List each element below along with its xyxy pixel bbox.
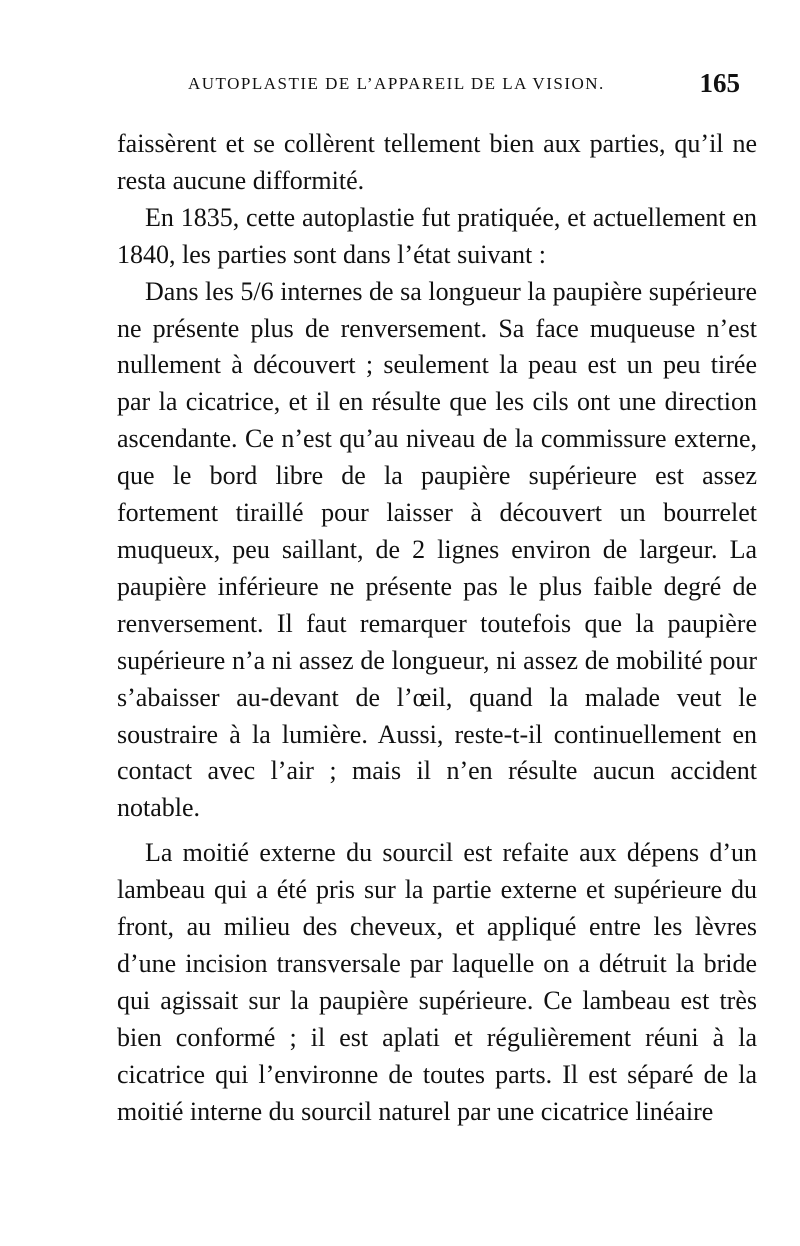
paragraph-3: Dans les 5/6 internes de sa longueur la paupière supérieure ne présente plus de renversement. Sa face muqueuse n’est nullement à découvert ; seulement la peau est un peu tirée par la cicatrice, et il en résulte que les cils ont une direction ascendante. Ce n’est qu’au niveau de la commissure externe, que le bord libre de la paupière supérieure est assez fortement tiraillé pour laisser à découvert un bourrelet muqueux, peu saillant, de 2 lignes environ de largeur. La paupière inférieure ne présente pas le plus faible degré de renversement. Il faut remarquer toutefois que la paupière supérieure n’a ni assez de longueur, ni assez de mobilité pour s’abaisser au-devant de l’œil, quand la malade veut le soustraire à la lumière. Aussi, reste-t-il continuellement en contact avec l’air ; mais il n’en résulte aucun accident notable. — [117, 276, 757, 823]
paragraph-2: En 1835, cette autoplastie fut pratiquée, et actuellement en 1840, les parties sont dans l’état suivant : — [117, 202, 757, 269]
paragraph-1: faissèrent et se collèrent tellement bien aux parties, qu’il ne resta aucune difformité. — [117, 129, 757, 195]
page-number: 165 — [699, 68, 740, 98]
running-head: AUTOPLASTIE DE L’APPAREIL DE LA VISION. — [188, 74, 605, 93]
paragraph-4: La moitié externe du sourcil est refaite aux dépens d’un lambeau qui a été pris sur la partie externe et supérieure du front, au milieu des cheveux, et appliqué entre les lèvres d’une incision transversale par laquelle on a détruit la bride qui agissait sur la paupière supérieure. Ce lambeau est très bien conformé ; il est aplati et régulièrement réuni à la cicatrice qui l’environne de toutes parts. Il est séparé de la moitié interne du sourcil naturel par une cicatrice linéaire — [117, 838, 757, 1126]
body-text — [117, 126, 757, 1130]
page-header — [188, 68, 748, 108]
